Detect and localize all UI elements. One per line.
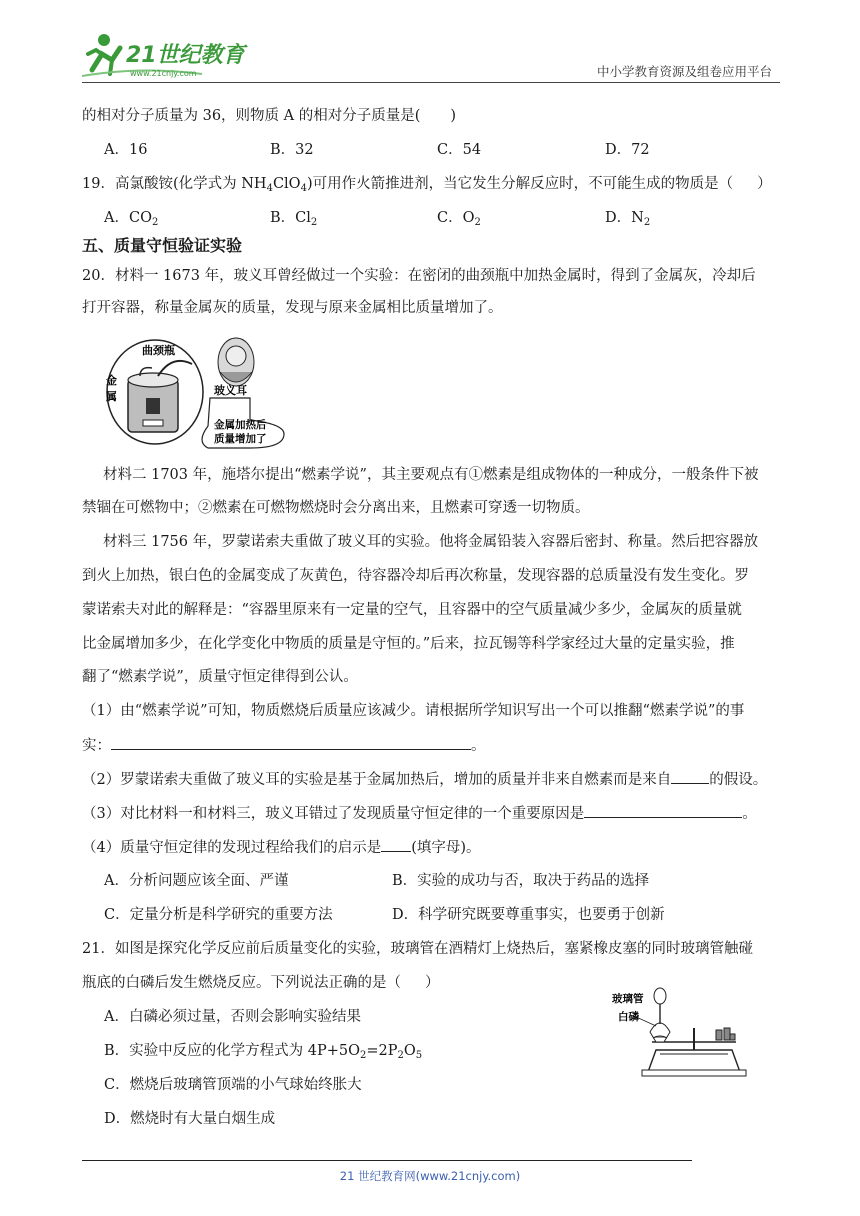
answer-blank-3[interactable] (584, 803, 742, 818)
q20-part3: （3）对比材料一和材料三，玻义耳错过了发现质量守恒定律的一个重要原因是 。 (82, 803, 757, 824)
q20-option-d: D．科学研究既要尊重事实，也要勇于创新 (392, 907, 665, 923)
q19-option-c: C．$O_2$ (437, 210, 481, 228)
q20-material3-line3: 蒙诺索夫对此的解释是：“容器里原来有一定量的空气，且容器中的空气质量减少多少，金属灰的质量就 (82, 602, 742, 618)
q20-material3-line1: 材料三 1756 年，罗蒙诺索夫重做了玻义耳的实验。他将金属铅装入容器后密封、称量。然后把容器放 (103, 534, 759, 550)
balance-illustration (612, 984, 762, 1080)
q18-option-c: C．54 (437, 142, 482, 158)
q21-option-b: B．实验中反应的化学方程式为 $4P+5O_2=2P_2O_5$ (104, 1043, 423, 1061)
q20-material1-line1: 20．材料一 1673 年，玻义耳曾经做过一个实验：在密闭的曲颈瓶中加热金属时，得到了金属灰，冷却后 (82, 268, 756, 284)
q20-material3-line4: 比金属增加多少，在化学变化中物质的质量是守恒的。”后来，拉瓦锡等科学家经过大量的定量实验，推 (82, 636, 735, 652)
q19-option-d: D．$N_2$ (605, 210, 651, 228)
q20-material3-line2: 到火上加热，银白色的金属变成了灰黄色，待容器冷却后再次称量，发现容器的总质量没有发生变化。罗 (82, 568, 749, 584)
header-divider (82, 82, 780, 83)
q19-stem: 19．高氯酸铵(化学式为 $NH_4ClO_4$)可用作火箭推进剂，当它发生分解反应时，不可能生成的物质是（ ） (82, 176, 772, 194)
footer-link[interactable]: 21 世纪教育网(www.21cnjy.com) (339, 1169, 521, 1183)
q18-option-b: B．32 (270, 142, 314, 158)
q20-material3-line5: 翻了“燃素学说”，质量守恒定律得到公认。 (82, 669, 358, 685)
boyle-experiment-figure (100, 330, 285, 450)
q19-option-a: A．$CO_2$ (104, 210, 159, 228)
flask-label: 曲颈瓶 (142, 344, 175, 357)
section-title: 五、质量守恒验证实验 (82, 236, 243, 255)
boyle-label: 玻义耳 (214, 384, 247, 397)
q18-stem: 的相对分子质量为 36，则物质 A 的相对分子质量是( ) (82, 108, 457, 124)
white-phosphorus-label: 白磷 (618, 1011, 639, 1023)
platform-name: 中小学教育资源及组卷应用平台 (596, 64, 772, 79)
q21-option-d: D．燃烧时有大量白烟生成 (104, 1111, 276, 1127)
q18-option-d: D．72 (605, 142, 650, 158)
q20-material2-line1: 材料二 1703 年，施塔尔提出“燃素学说”，其主要观点有①燃素是组成物体的一种成分，一般条件下被 (103, 467, 759, 483)
q20-part2: （2）罗蒙诺索夫重做了玻义耳的实验是基于金属加热后，增加的质量并非来自燃素而是来自 的假设。 (82, 769, 767, 790)
q21-stem-line2: 瓶底的白磷后发生燃烧反应。下列说法正确的是（ ） (82, 975, 440, 991)
footer-divider (82, 1160, 692, 1161)
boyle-illustration (100, 330, 285, 450)
logo-text: 21世纪教育 (126, 43, 245, 68)
site-logo (82, 30, 252, 80)
q19-option-b: B．$Cl_2$ (270, 210, 318, 228)
q20-part4: （4）质量守恒定律的发现过程给我们的启示是 (填字母)。 (82, 837, 481, 858)
q21-option-a: A．白磷必须过量，否则会影响实验结果 (104, 1009, 361, 1025)
answer-blank-1[interactable] (111, 735, 471, 750)
bubble-line1: 金属加热后 (214, 419, 267, 431)
q20-option-b: B．实验的成功与否，取决于药品的选择 (392, 873, 650, 889)
metal-label-2: 属 (106, 390, 117, 403)
q20-part1-line1: （1）由“燃素学说”可知，物质燃烧后质量应该减少。请根据所学知识写出一个可以推翻“燃素学说”的事 (82, 703, 745, 719)
q18-option-a: A．16 (104, 142, 148, 158)
q21-option-c: C．燃烧后玻璃管顶端的小气球始终胀大 (104, 1077, 362, 1093)
runner-logo-icon (82, 30, 252, 80)
glass-tube-label: 玻璃管 (612, 993, 644, 1005)
q21-stem-line1: 21．如图是探究化学反应前后质量变化的实验，玻璃管在酒精灯上烧热后，塞紧橡皮塞的同时玻璃管触碰 (82, 941, 753, 957)
bubble-line2: 质量增加了 (214, 433, 267, 445)
q20-material1-line2: 打开容器，称量金属灰的质量，发现与原来金属相比质量增加了。 (82, 300, 503, 316)
q20-material2-line2: 禁锢在可燃物中；②燃素在可燃物燃烧时会分离出来，且燃素可穿透一切物质。 (82, 500, 590, 516)
logo-url: www.21cnjy.com (130, 69, 197, 78)
q20-part1-line2: 实： 。 (82, 735, 486, 756)
answer-blank-4[interactable] (381, 837, 411, 852)
q20-option-c: C．定量分析是科学研究的重要方法 (104, 907, 333, 923)
answer-blank-2[interactable] (671, 769, 709, 784)
q20-option-a: A．分析问题应该全面、严谨 (104, 873, 289, 889)
balance-experiment-figure (612, 984, 762, 1080)
metal-label-1: 金 (106, 374, 117, 387)
